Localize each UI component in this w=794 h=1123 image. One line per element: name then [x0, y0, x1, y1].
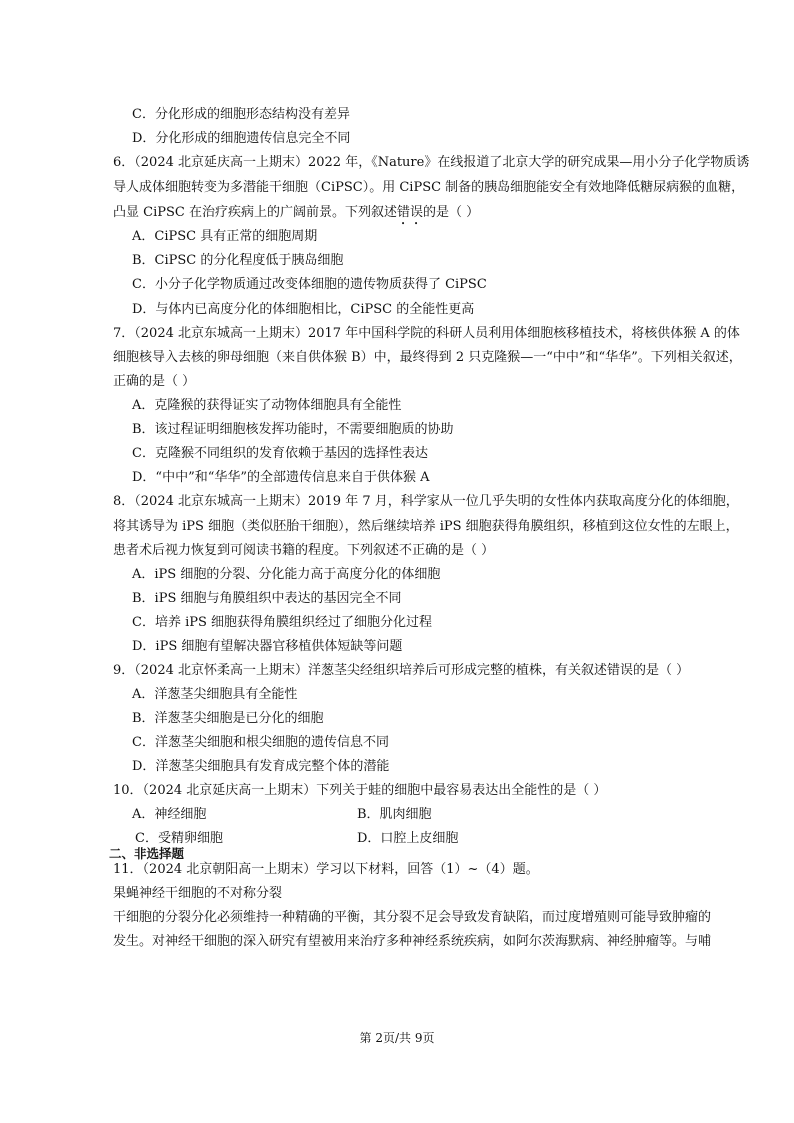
q8-stem-line-3: 患者术后视力恢复到可阅读书籍的程度。下列叙述不正确的是（ ） [113, 543, 495, 558]
q6-stem-line-1: 6．（2024 北京延庆高一上期末）2022 年，《Nature》在线报道了北京大学的研究成果—用小分子化学物质诱 [113, 155, 750, 170]
q8-option-c: C．培养 iPS 细胞获得角膜组织经过了细胞分化过程 [132, 615, 433, 630]
q10-option-b: B．肌肉细胞 [357, 807, 432, 822]
q7-stem-line-2: 细胞核导入去核的卵母细胞（来自供体猴 B）中，最终得到 2 只克隆猴—一“中中”和“华华”。下列相关叙述， [113, 350, 742, 365]
q8-stem-line-2: 将其诱导为 iPS 细胞（类似胚胎干细胞），然后继续培养 iPS 细胞获得角膜组织，移植到这位女性的左眼上， [113, 519, 739, 534]
q11-stem: 11．（2024 北京朝阳高一上期末）学习以下材料，回答（1）~（4）题。 [113, 862, 539, 877]
q7-option-b: B．该过程证明细胞核发挥功能时，不需要细胞质的协助 [132, 422, 454, 437]
q6-option-c: C．小分子化学物质通过改变体细胞的遗传物质获得了 CiPSC [132, 277, 487, 292]
q6-stem-text-a: 凸显 CiPSC 在治疗疾病上的广阔前景。下列叙述 [113, 205, 397, 220]
page-number-footer: 第 2页/共 9页 [359, 1031, 435, 1045]
q7-option-d: D．“中中”和“华华”的全部遗传信息来自于供体猴 A [132, 470, 430, 485]
q6-option-b: B．CiPSC 的分化程度低于胰岛细胞 [132, 253, 344, 268]
q6-stem-line-2: 导人成体细胞转变为多潜能干细胞（CiPSC）。用 CiPSC 制备的胰岛细胞能安全有效地降低糖尿病猴的血糖， [113, 180, 745, 195]
q9-stem: 9．（2024 北京怀柔高一上期末）洋葱茎尖经组织培养后可形成完整的植株，有关叙述错误的是（ ） [113, 663, 690, 678]
q6-stem-line-3 [113, 205, 479, 228]
q6-option-a: A．CiPSC 具有正常的细胞周期 [132, 229, 318, 244]
q5-option-d: D．分化形成的细胞遗传信息完全不同 [132, 131, 351, 146]
q11-material-title: 果蝇神经干细胞的不对称分裂 [113, 886, 283, 901]
q9-option-b: B．洋葱茎尖细胞是已分化的细胞 [132, 711, 324, 726]
q9-option-d: D．洋葱茎尖细胞具有发育成完整个体的潜能 [132, 759, 390, 774]
section-heading-non-choice: 二、非选择题 [109, 846, 185, 861]
q6-option-d: D．与体内已高度分化的体细胞相比，CiPSC 的全能性更高 [132, 302, 475, 317]
q6-stem-text-c: 的是（ ） [423, 205, 480, 220]
q5-option-c: C．分化形成的细胞形态结构没有差异 [132, 107, 350, 122]
q11-paragraph-line-2: 发生。对神经干细胞的深入研究有望被用来治疗多种神经系统疾病，如阿尔茨海默病、神经肿瘤等。与哺 [113, 934, 712, 949]
q7-stem-line-3: 正确的是（ ） [113, 374, 196, 389]
q7-option-a: A．克隆猴的获得证实了动物体细胞具有全能性 [132, 398, 402, 413]
q6-emphasis-word: 错误 [396, 205, 423, 220]
q7-stem-line-1: 7．（2024 北京东城高一上期末）2017 年中国科学院的科研人员利用体细胞核移植技术，将核供体猴 A 的体 [113, 326, 740, 341]
q10-option-a: A．神经细胞 [132, 807, 207, 822]
q10-option-d: D．口腔上皮细胞 [357, 831, 459, 846]
q8-option-d: D．iPS 细胞有望解决器官移植供体短缺等问题 [132, 639, 403, 654]
q9-option-a: A．洋葱茎尖细胞具有全能性 [132, 687, 298, 702]
q8-option-b: B．iPS 细胞与角膜组织中表达的基因完全不同 [132, 591, 402, 606]
q8-option-a: A．iPS 细胞的分裂、分化能力高于高度分化的体细胞 [132, 567, 441, 582]
q10-stem: 10．（2024 北京延庆高一上期末）下列关于蛙的细胞中最容易表达出全能性的是（ ） [113, 783, 607, 798]
q10-option-c: C．受精卵细胞 [135, 831, 223, 846]
q7-option-c: C．克隆猴不同组织的发育依赖于基因的选择性表达 [132, 446, 428, 461]
q8-stem-line-1: 8．（2024 北京东城高一上期末）2019 年 7 月，科学家从一位几乎失明的女性体内获取高度分化的体细胞， [113, 494, 739, 509]
q9-option-c: C．洋葱茎尖细胞和根尖细胞的遗传信息不同 [132, 735, 389, 750]
q11-paragraph-line-1: 干细胞的分裂分化必须维持一种精确的平衡，其分裂不足会导致发育缺陷，而过度增殖则可能导致肿瘤的 [113, 910, 712, 925]
